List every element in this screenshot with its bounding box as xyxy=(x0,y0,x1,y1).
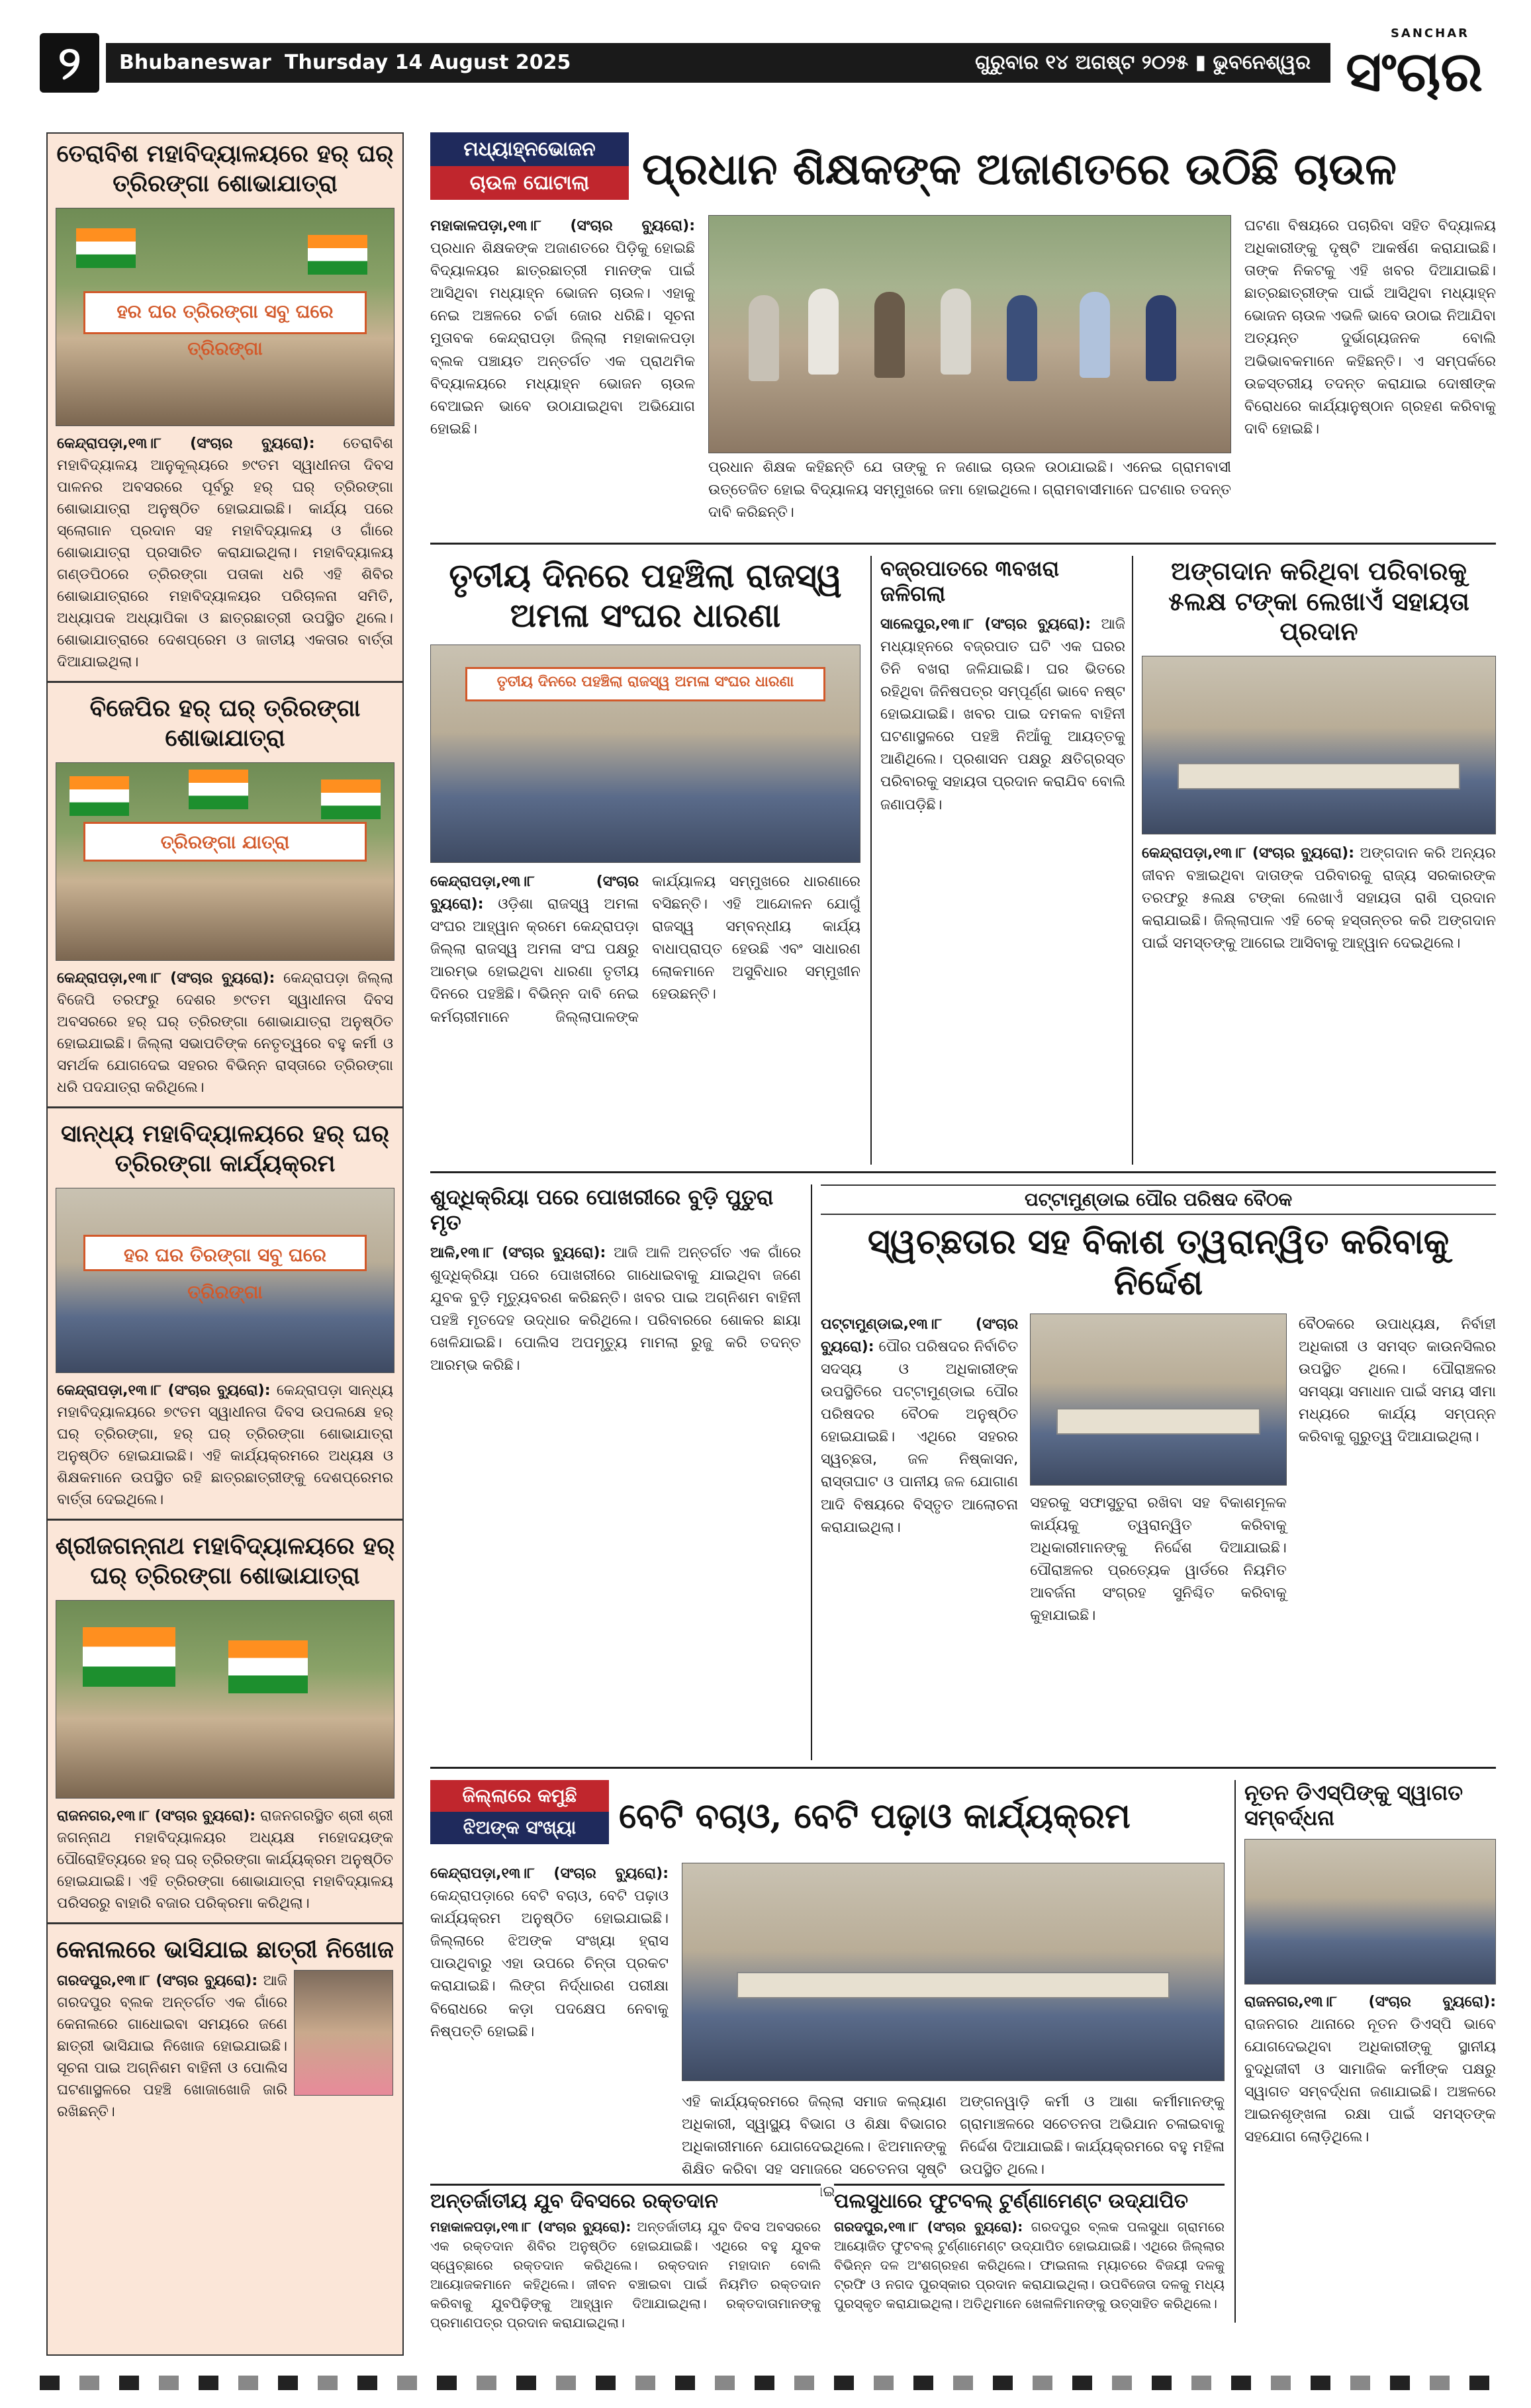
sidebar-story-4 xyxy=(48,1526,402,1917)
beti-kicker-line1: ଜିଲ୍ଲାରେ କମୁଛି xyxy=(430,1780,609,1812)
byline: କେନ୍ଦ୍ରାପଡ଼ା,୧୩।୮ (ସଂଚାର ବ୍ୟୁରୋ): xyxy=(430,873,639,913)
blood-story xyxy=(430,2184,821,2349)
sidebar-story-4-body xyxy=(48,1803,402,1917)
clean-headline: ସ୍ୱଚ୍ଛତାର ସହ ବିକାଶ ତ୍ୱରାନ୍ୱିତ କରିବାକୁ ନିର୍ଦ୍ଦେଶ xyxy=(867,1222,1450,1304)
lead-kicker-line2: ଚାଉଳ ଘୋଟାଲା xyxy=(430,166,629,200)
person-figure xyxy=(1080,292,1110,378)
story-text: ରକ୍ତଦାନ ମହାଦାନ ବୋଲି ଆୟୋଜକମାନେ କହିଥିଲେ। ଜୀବନ ବଞ୍ଚାଇବା ପାଇଁ ନିୟମିତ ରକ୍ତଦାନ କରିବାକୁ ଯୁବପିଢ଼ିଙ୍କୁ ଆହ୍ୱାନ ଦିଆଯାଇଥିଲା। ରକ୍ତଦାତାମାନଙ୍କୁ ପ୍ରମାଣପତ୍ର ପ୍ରଦାନ କରାଯାଇଥିଲା। xyxy=(430,2257,821,2331)
person-figure xyxy=(941,289,971,375)
byline: ମହାକାଳପଡ଼ା,୧୩।୮ (ସଂଚାର ବ୍ୟୁରୋ): xyxy=(430,2219,631,2235)
photo-banner: ତୃତୀୟ ଦିନରେ ପହଞ୍ଚିଲା ରାଜସ୍ୱ ଅମଳା ସଂଘର ଧାରଣା xyxy=(465,667,825,701)
beti-photo-image xyxy=(682,1863,1225,2081)
lead-col-3: ଘଟଣା ବିଷୟରେ ପଚାରିବା ସହିତ ବିଦ୍ୟାଳୟ ଅଧିକାରୀଙ୍କୁ ଦୃଷ୍ଟି ଆକର୍ଷଣ କରାଯାଇଛି। ତାଙ୍କ ନିକଟକୁ ଏହି ଖବର ଦିଆଯାଇଛି। ଛାତ୍ରଛାତ୍ରୀଙ୍କ ପାଇଁ ଆସିଥିବା ମଧ୍ୟାହ୍ନ ଭୋଜନ ଚାଉଳ ଏଭଳି ଭାବେ ଉଠାଇ ନିଆଯିବା ଅତ୍ୟନ୍ତ ଦୁର୍ଭାଗ୍ୟଜନକ ବୋଲି ଅଭିଭାବକମାନେ କହିଛନ୍ତି। ଏ ସମ୍ପର୍କରେ ଉଚ୍ଚସ୍ତରୀୟ ତଦନ୍ତ କରାଯାଇ ଦୋଷୀଙ୍କ ବିରୋଧରେ କାର୍ଯ୍ୟାନୁଷ୍ଠାନ ଗ୍ରହଣ କରିବାକୁ ଦାବି ହୋଇଛି। xyxy=(1244,218,1496,437)
lead-headline: ପ୍ରଧାନ ଶିକ୍ଷକଙ୍କ ଅଜାଣତରେ ଉଠିଛି ଚାଉଳ xyxy=(642,143,1397,195)
header-band xyxy=(106,43,1330,83)
lead-kicker-line1: ମଧ୍ୟାହ୍ନଭୋଜନ xyxy=(430,132,629,166)
person-figure xyxy=(808,289,839,375)
clean-col-2: ସହରକୁ ସଫାସୁତୁରା ରଖିବା ସହ ବିକାଶମୂଳକ କାର୍ଯ୍ୟକୁ ତ୍ୱରାନ୍ୱିତ କରିବାକୁ ଅଧିକାରୀମାନଙ୍କୁ ନିର୍ଦ୍ଦେଶ ଦିଆଯାଇଛି। ପୌରାଞ୍ଚଳର ପ୍ରତ୍ୟେକ ୱାର୍ଡରେ ନିୟମିତ ଆବର୍ଜନା ସଂଗ୍ରହ ସୁନିଶ୍ଚିତ କରିବାକୁ କୁହାଯାଇଛି। xyxy=(1030,1494,1287,1625)
sidebar xyxy=(46,132,404,2356)
sdpo-photo xyxy=(1244,1839,1496,1984)
clean-columns xyxy=(821,1314,1496,1628)
clean-middle xyxy=(1030,1314,1287,1628)
sidebar-story-4-photo xyxy=(56,1600,394,1799)
sidebar-story-1 xyxy=(48,134,402,676)
divider xyxy=(811,1184,812,1760)
story-text: କେନ୍ଦ୍ରାପଡ଼ା ସାନ୍ଧ୍ୟ ମହାବିଦ୍ୟାଳୟରେ ୭୯ତମ ସ୍ୱାଧୀନତା ଦିବସ ଉପଲକ୍ଷେ ହର୍ ଘର୍ ତ୍ରିରଙ୍ଗା, ହର୍ ଘର୍ ତ୍ରିରଙ୍ଗା ଶୋଭାଯାତ୍ରା ଅନୁଷ୍ଠିତ ହୋଇଯାଇଛି। ଏହି କାର୍ଯ୍ୟକ୍ରମରେ ଅଧ୍ୟକ୍ଷ ଓ ଶିକ୍ଷକମାନେ ଉପସ୍ଥିତ ରହି ଛାତ୍ରଛାତ୍ରୀଙ୍କୁ ଦେଶପ୍ରେମର ବାର୍ତ୍ତା ଦେଇଥିଲେ। xyxy=(57,1382,393,1508)
divider xyxy=(430,1767,1496,1769)
clean-story xyxy=(821,1184,1496,1760)
flag-icon xyxy=(308,235,367,275)
divider xyxy=(430,543,1496,545)
lead-col-1 xyxy=(430,215,695,533)
lead-photo-image xyxy=(708,215,1231,453)
sdpo-story xyxy=(1244,1780,1496,2323)
person-figure xyxy=(1146,295,1176,381)
sidebar-story-1-body xyxy=(48,430,402,676)
header-date: Thursday 14 August 2025 xyxy=(285,51,571,74)
photo-table xyxy=(737,1972,1170,1998)
story-text: କେନ୍ଦ୍ରାପଡ଼ାରେ ବେଟି ବଚାଓ, ବେଟି ପଢ଼ାଓ କାର୍ଯ୍ୟକ୍ରମ ଅନୁଷ୍ଠିତ ହୋଇଯାଇଛି। ଜିଲ୍ଲାରେ ଝିଅଙ୍କ ସଂଖ୍ୟା ହ୍ରାସ ପାଉଥିବାରୁ ଏହା ଉପରେ ଚିନ୍ତା ପ୍ରକଟ କରାଯାଇଛି। ଲିଙ୍ଗ ନିର୍ଦ୍ଧାରଣ ପରୀକ୍ଷା ବିରୋଧରେ କଡ଼ା ପଦକ୍ଷେପ ନେବାକୁ ନିଷ୍ପତ୍ତି ହୋଇଛି। xyxy=(430,1888,669,2040)
byline: କେନ୍ଦ୍ରାପଡ଼ା,୧୩।୮ (ସଂଚାର ବ୍ୟୁରୋ): xyxy=(430,1865,669,1882)
story-text: ତେରାବିଶ ମହାବିଦ୍ୟାଳୟ ଆନୁକୂଲ୍ୟରେ ୭୯ତମ ସ୍ୱାଧୀନତା ଦିବସ ପାଳନର ଅବସରରେ ପୂର୍ବରୁ ହର୍ ଘର୍ ତ୍ରିରଙ୍ଗା ଶୋଭାଯାତ୍ରା ଅନୁଷ୍ଠିତ ହୋଇଯାଇଛି। କାର୍ଯ୍ୟ ପରେ ସ୍ଲୋଗାନ ପ୍ରଦାନ ସହ ମହାବିଦ୍ୟାଳୟ ଓ ଗାଁରେ ଶୋଭାଯାତ୍ରା ପ୍ରସାରିତ କରାଯାଇଥିଲା। ମହାବିଦ୍ୟାଳୟ ଗଣ୍ଡପିଠରେ ତ୍ରିରଙ୍ଗା ପତାକା ଧରି ଏହି ଶିବିର ଶୋଭାଯାତ୍ରାରେ ମହାବିଦ୍ୟାଳୟର ପରିଚାଳନା ସମିତି, ଅଧ୍ୟାପକ ଅଧ୍ୟାପିକା ଓ ଛାତ୍ରଛାତ୍ରୀ ଉପସ୍ଥିତ ଥିଲେ। ଶୋଭାଯାତ୍ରାରେ ଦେଶପ୍ରେମ ଓ ଜାତୀୟ ଏକତାର ବାର୍ତ୍ତା ଦିଆଯାଇଥିଲା। xyxy=(57,435,393,670)
story-text: ଗରଦପୁର ବ୍ଲକ ପଲସୁଧା ଗ୍ରାମରେ ଆୟୋଜିତ ଫୁଟବଲ୍ ଟୁର୍ଣ୍ଣାମେଣ୍ଟ ଉଦ୍‌ଯାପିତ ହୋଇଯାଇଛି। ଏଥିରେ ଜିଲ୍ଲାର ବିଭିନ୍ନ ଦଳ ଅଂଶଗ୍ରହଣ କରିଥିଲେ। xyxy=(834,2219,1225,2273)
pond-headline: ଶୁଦ୍ଧିକ୍ରିୟା ପରେ ପୋଖରୀରେ ବୁଡ଼ି ପୁତୁରା ମୃତ xyxy=(430,1184,774,1235)
byline: ମହାକାଳପଡ଼ା,୧୩।୮ (ସଂଚାର ବ୍ୟୁରୋ): xyxy=(430,218,695,234)
flag-icon xyxy=(189,770,248,809)
lead-col-2: ପ୍ରଧାନ ଶିକ୍ଷକ କହିଛନ୍ତି ଯେ ତାଙ୍କୁ ନ ଜଣାଇ ଚାଉଳ ଉଠାଯାଇଛି। ଏନେଇ ଗ୍ରାମବାସୀ ଉତ୍ତେଜିତ ହୋଇ ବିଦ୍ୟାଳୟ ସମ୍ମୁଖରେ ଜମା ହୋଇଥିଲେ। ଗ୍ରାମବାସୀମାନେ ଘଟଣାର ତଦନ୍ତ ଦାବି କରିଛନ୍ତି। xyxy=(708,459,1231,521)
divider xyxy=(870,556,872,1165)
story-text: ଓଡ଼ିଶା ରାଜସ୍ୱ ଅମଳା ସଂଘର ଆହ୍ୱାନ କ୍ରମେ କେନ୍ଦ୍ରାପଡ଼ା ଜିଲ୍ଲା ରାଜସ୍ୱ ଅମଳା ସଂଘ ପକ୍ଷରୁ ଆରମ୍ଭ ହୋଇଥିବା ଧାରଣା ତୃତୀୟ ଦିନରେ ପହଞ୍ଚିଛି। ବିଭିନ୍ନ ଦାବି ନେଇ କର୍ମଚାରୀମାନେ ଜିଲ୍ଲାପାଳଙ୍କ କାର୍ଯ୍ୟାଳୟ ସମ୍ମୁଖରେ ଧାରଣାରେ ବସିଛନ୍ତି। ଏହି ଆନ୍ଦୋଳନ ଯୋଗୁଁ ରାଜସ୍ୱ ସମ୍ବନ୍ଧୀୟ କାର୍ଯ୍ୟ ବାଧାପ୍ରାପ୍ତ ହେଉଛି ଏବଂ ସାଧାରଣ ଲୋକମାନେ ଅସୁବିଧାର ସମ୍ମୁଖୀନ ହେଉଛନ୍ତି। xyxy=(430,873,860,1026)
blood-body xyxy=(430,2217,821,2333)
photo-table xyxy=(1178,763,1460,789)
clean-kicker: ପଟ୍ଟାମୁଣ୍ଡାଇ ପୌର ପରିଷଦ ବୈଠକ xyxy=(821,1184,1496,1215)
clean-col-1 xyxy=(821,1314,1018,1628)
lead-photo xyxy=(708,215,1231,453)
organ-headline: ଅଙ୍ଗଦାନ କରିଥିବା ପରିବାରକୁ ୫ଲକ୍ଷ ଟଙ୍କା ଲେଖାଏଁ ସହାୟତା ପ୍ରଦାନ xyxy=(1168,556,1469,647)
blood-headline: ଅନ୍ତର୍ଜାତୀୟ ଯୁବ ଦିବସରେ ରକ୍ତଦାନ xyxy=(430,2184,821,2213)
divider xyxy=(48,1519,402,1521)
divider xyxy=(430,1171,1496,1173)
header-odia-date: ଗୁରୁବାର ୧୪ ଅଗଷ୍ଟ ୨୦୨୫ ▮ ଭୁବନେଶ୍ୱର xyxy=(975,51,1311,74)
beti-col-2: ଏହି କାର୍ଯ୍ୟକ୍ରମରେ ଜିଲ୍ଲା ସମାଜ କଲ୍ୟାଣ ଅଧିକାରୀ, ସ୍ୱାସ୍ଥ୍ୟ ବିଭାଗ ଓ ଶିକ୍ଷା ବିଭାଗର ଅଧିକାରୀମାନେ ଯୋଗଦେଇଥିଲେ। ଝିଅମାନଙ୍କୁ ଶିକ୍ଷିତ କରିବା ସହ ସମାଜରେ ସଚେତନତା ସୃଷ୍ଟି ଦିଆଯାଇଥିଲା। xyxy=(682,2094,947,2201)
sidebar-story-2-body xyxy=(48,965,402,1101)
revenue-story xyxy=(430,556,860,1165)
divider xyxy=(48,1106,402,1108)
byline: ପଟ୍ଟାମୁଣ୍ଡାଇ,୧୩।୮ (ସଂଚାର ବ୍ୟୁରୋ): xyxy=(821,1315,1019,1355)
revenue-body xyxy=(430,871,860,1029)
byline: କେନ୍ଦ୍ରାପଡ଼ା,୧୩।୮ (ସଂଚାର ବ୍ୟୁରୋ): xyxy=(1142,844,1355,862)
beti-headline: ବେଟି ବଚାଓ, ବେଟି ପଢ଼ାଓ କାର୍ଯ୍ୟକ୍ରମ xyxy=(619,1796,1131,1836)
person-figure xyxy=(749,295,779,381)
byline: ରାଜନଗର,୧୩।୮ (ସଂଚାର ବ୍ୟୁରୋ): xyxy=(1244,1993,1496,2010)
pond-body xyxy=(430,1242,801,1378)
photo-banner: ହର ଘର ତିରଙ୍ଗା ସବୁ ଘରେ ତ୍ରିରଙ୍ଗା xyxy=(83,1235,367,1272)
story-text: ଆଜି ଗରଦପୁର ବ୍ଲକ ଅନ୍ତର୍ଗତ ଏକ ଗାଁରେ କେନାଲରେ ଗାଧୋଇବା ସମୟରେ ଜଣେ ଛାତ୍ରୀ ଭାସିଯାଇ ନିଖୋଜ ହୋଇଯାଇଛି। ସୂଚନା ପାଇ ଅଗ୍ନିଶମ ବାହିନୀ ଓ ପୋଲିସ ଘଟଣାସ୍ଥଳରେ ପହଞ୍ଚି ଖୋଜାଖୋଜି ଜାରି ରଖିଛନ୍ତି। xyxy=(57,1973,288,2120)
header-city: Bhubaneswar xyxy=(119,51,271,74)
sidebar-story-2-title: ବିଜେପିର ହର୍ ଘର୍ ତ୍ରିରଙ୍ଗା ଶୋଭାଯାତ୍ରା xyxy=(89,694,361,752)
sidebar-story-3-photo xyxy=(56,1188,394,1373)
flag-icon xyxy=(228,1640,308,1693)
flag-icon xyxy=(76,228,136,268)
sidebar-story-5-row xyxy=(48,1970,402,2123)
person-figure xyxy=(1007,295,1037,381)
byline: କେନ୍ଦ୍ରାପଡ଼ା,୧୩।୮ (ସଂଚାର ବ୍ୟୁରୋ): xyxy=(57,1382,271,1399)
revenue-headline: ତୃତୀୟ ଦିନରେ ପହଞ୍ଚିଲା ରାଜସ୍ୱ ଅମଳା ସଂଘର ଧାରଣା xyxy=(449,556,842,635)
photo-banner: ତ୍ରିରଙ୍ଗା ଯାତ୍ରା xyxy=(83,822,367,862)
flag-icon xyxy=(83,1627,175,1687)
sidebar-story-1-photo xyxy=(56,208,394,426)
photo-banner: ହର ଘର ତ୍ରିରଙ୍ଗା ସବୁ ଘରେ ତ୍ରିରଙ୍ଗା xyxy=(83,291,367,335)
sdpo-headline: ନୂତନ ଡିଏସ୍‌ପିଙ୍କୁ ସ୍ୱାଗତ ସମ୍ବର୍ଦ୍ଧନା xyxy=(1244,1780,1463,1831)
byline: ରାଜନଗର,୧୩।୮ (ସଂଚାର ବ୍ୟୁରୋ): xyxy=(57,1808,256,1824)
story-text: ଅଙ୍ଗଦାନ କରି ଅନ୍ୟର ଜୀବନ ବଞ୍ଚାଇଥିବା ଦାତାଙ୍କ ପରିବାରକୁ ରାଜ୍ୟ ସରକାରଙ୍କ ତରଫରୁ ୫ଲକ୍ଷ ଟଙ୍କା ଲେଖାଏଁ ସହାୟତା ରାଶି ପ୍ରଦାନ କରାଯାଇଛି। ଜିଲ୍ଲାପାଳ ଏହି ଚେକ୍ ହସ୍ତାନ୍ତର କରି ଅଙ୍ଗଦାନ ପାଇଁ ସମସ୍ତଙ୍କୁ ଆଗେଇ ଆସିବାକୁ ଆହ୍ୱାନ ଦେଇଥିଲେ। xyxy=(1142,844,1496,952)
organ-body xyxy=(1142,842,1496,955)
sidebar-story-3-title: ସାନ୍ଧ୍ୟ ମହାବିଦ୍ୟାଳୟରେ ହର୍ ଘର୍ ତ୍ରିରଙ୍ଗା କାର୍ଯ୍ୟକ୍ରମ xyxy=(61,1120,389,1177)
person-figure xyxy=(874,292,905,378)
story-text: କେନ୍ଦ୍ରାପଡ଼ା ଜିଲ୍ଲା ବିଜେପି ତରଫରୁ ଦେଶର ୭୯ତମ ସ୍ୱାଧୀନତା ଦିବସ ଅବସରରେ ହର୍ ଘର୍ ତ୍ରିରଙ୍ଗା ଶୋଭାଯାତ୍ରା ଅନୁଷ୍ଠିତ ହୋଇଯାଇଛି। ଜିଲ୍ଲା ସଭାପତିଙ୍କ ନେତୃତ୍ୱରେ ବହୁ କର୍ମୀ ଓ ସମର୍ଥକ ଯୋଗଦେଇ ସହରର ବିଭିନ୍ନ ରାସ୍ତାରେ ତ୍ରିରଙ୍ଗା ଧରି ପଦଯାତ୍ରା କରିଥିଲେ। xyxy=(57,970,393,1096)
story-text: ଫାଇନାଲ ମ୍ୟାଚରେ ବିଜୟୀ ଦଳକୁ ଟ୍ରଫି ଓ ନଗଦ ପୁରସ୍କାର ପ୍ରଦାନ କରାଯାଇଥିଲା। ଉପବିଜେତା ଦଳକୁ ମଧ୍ୟ ପୁରସ୍କୃତ କରାଯାଇଥିଲା। ଅତିଥିମାନେ ଖେଳାଳିମାନଙ୍କୁ ଉତ୍ସାହିତ କରିଥିଲେ। xyxy=(834,2257,1225,2311)
divider xyxy=(1234,1780,1236,2323)
sdpo-body xyxy=(1244,1991,1496,2149)
story-text: ଅନ୍ତର୍ଜାତୀୟ ଯୁବ ଦିବସ ଅବସରରେ ଏକ ରକ୍ତଦାନ ଶିବିର ଅନୁଷ୍ଠିତ ହୋଇଯାଇଛି। ଏଥିରେ ବହୁ ଯୁବକ ସ୍ୱେଚ୍ଛାରେ ରକ୍ତଦାନ କରିଥିଲେ। xyxy=(430,2219,821,2273)
story-text: ଆଜି ମଧ୍ୟାହ୍ନରେ ବଜ୍ରପାତ ଘଟି ଏକ ଘରର ତିନି ବଖରା ଜଳିଯାଇଛି। ଘର ଭିତରେ ରହିଥିବା ଜିନିଷପତ୍ର ସମ୍ପୂର୍ଣ୍ଣ ଭାବେ ନଷ୍ଟ ହୋଇଯାଇଛି। ଖବର ପାଇ ଦମକଳ ବାହିନୀ ଘଟଣାସ୍ଥଳରେ ପହଞ୍ଚି ନିଆଁକୁ ଆୟତ୍ତକୁ ଆଣିଥିଲେ। ପ୍ରଶାସନ ପକ୍ଷରୁ କ୍ଷତିଗ୍ରସ୍ତ ପରିବାରକୁ ସହାୟତା ପ୍ରଦାନ କରାଯିବ ବୋଲି ଜଣାପଡ଼ିଛି। xyxy=(880,615,1125,813)
sidebar-story-2 xyxy=(48,688,402,1101)
story-text: ଆଜି ଆଳି ଅନ୍ତର୍ଗତ ଏକ ଗାଁରେ ଶୁଦ୍ଧିକ୍ରିୟା ପରେ ପୋଖରୀରେ ଗାଧୋଇବାକୁ ଯାଇଥିବା ଜଣେ ଯୁବକ ବୁଡ଼ି ମୃତ୍ୟୁବରଣ କରିଛନ୍ତି। ଖବର ପାଇ ଅଗ୍ନିଶମ ବାହିନୀ ପହଞ୍ଚି ମୃତଦେହ ଉଦ୍ଧାର କରିଥିଲେ। ପରିବାରରେ ଶୋକର ଛାୟା ଖେଳିଯାଇଛି। ପୋଲିସ ଅପମୃତ୍ୟୁ ମାମଲା ରୁଜୁ କରି ତଦନ୍ତ ଆରମ୍ଭ କରିଛି। xyxy=(430,1244,801,1374)
divider xyxy=(48,1922,402,1924)
sidebar-story-5-title: କେନାଲରେ ଭାସିଯାଇ ଛାତ୍ରୀ ନିଖୋଜ xyxy=(56,1936,394,1963)
sidebar-story-1-title: ତେରାବିଶ ମହାବିଦ୍ୟାଳୟରେ ହର୍ ଘର୍ ତ୍ରିରଙ୍ଗା ଶୋଭାଯାତ୍ରା xyxy=(56,140,394,197)
clean-col-3: ବୈଠକରେ ଉପାଧ୍ୟକ୍ଷ, ନିର୍ବାହୀ ଅଧିକାରୀ ଓ ସମସ୍ତ କାଉନସିଲର ଉପସ୍ଥିତ ଥିଲେ। ପୌରାଞ୍ଚଳର ସମସ୍ୟା ସମାଧାନ ପାଇଁ ସମୟ ସୀମା ମଧ୍ୟରେ କାର୍ଯ୍ୟ ସମ୍ପନ୍ନ କରିବାକୁ ଗୁରୁତ୍ୱ ଦିଆଯାଇଥିଲା। xyxy=(1298,1315,1496,1446)
sidebar-story-4-title: ଶ୍ରୀଜଗନ୍ନାଥ ମହାବିଦ୍ୟାଳୟରେ ହର୍ ଘର୍ ତ୍ରିରଙ୍ଗା ଶୋଭାଯାତ୍ରା xyxy=(55,1532,395,1589)
football-story xyxy=(834,2184,1225,2349)
football-headline: ପଲସୁଧାରେ ଫୁଟବଲ୍ ଟୁର୍ଣ୍ଣାମେଣ୍ଟ ଉଦ୍‌ଯାପିତ xyxy=(834,2184,1225,2213)
football-body xyxy=(834,2217,1225,2313)
sidebar-story-5-body xyxy=(57,1970,287,2123)
beti-col-3: ଅଙ୍ଗନୱାଡ଼ି କର୍ମୀ ଓ ଆଶା କର୍ମୀମାନଙ୍କୁ ଗ୍ରାମାଞ୍ଚଳରେ ସଚେତନତା ଅଭିଯାନ ଚଳାଇବାକୁ ନିର୍ଦ୍ଦେଶ ଦିଆଯାଇଛି। କାର୍ଯ୍ୟକ୍ରମରେ ବହୁ ମହିଳା ଉପସ୍ଥିତ ଥିଲେ। xyxy=(960,2094,1225,2178)
print-registration-strip xyxy=(40,2376,1496,2390)
lead-kicker xyxy=(430,132,629,205)
clean-photo xyxy=(1030,1314,1287,1486)
organ-story xyxy=(1142,556,1496,1165)
flag-icon xyxy=(321,780,381,819)
sidebar-story-2-photo xyxy=(56,762,394,961)
byline: ସାଲେପୁର,୧୩।୮ (ସଂଚାର ବ୍ୟୁରୋ): xyxy=(880,615,1091,633)
lightning-headline: ବଜ୍ରପାତରେ ୩ବଖରା ଜଳିଗଲା xyxy=(880,556,1060,607)
logo-english: SANCHAR xyxy=(1390,26,1469,40)
missing-student-photo xyxy=(294,1970,393,2096)
page-number: ୨ xyxy=(40,33,99,93)
logo-odia: ସଂଚାର xyxy=(1346,38,1483,104)
story-text: ରାଜନଗର ଥାନାରେ ନୂତନ ଡିଏସ୍‌ପି ଭାବେ ଯୋଗଦେଇଥିବା ଅଧିକାରୀଙ୍କୁ ସ୍ଥାନୀୟ ବୁଦ୍ଧିଜୀବୀ ଓ ସାମାଜିକ କର୍ମୀଙ୍କ ପକ୍ଷରୁ ସ୍ୱାଗତ ସମ୍ବର୍ଦ୍ଧନା ଜଣାଯାଇଛି। ଅଞ୍ଚଳରେ ଆଇନଶୃଙ୍ଖଳା ରକ୍ଷା ପାଇଁ ସମସ୍ତଙ୍କ ସହଯୋଗ ଲୋଡ଼ିଥିଲେ। xyxy=(1244,2016,1496,2146)
sidebar-story-3 xyxy=(48,1114,402,1513)
newspaper-logo xyxy=(1344,26,1496,112)
byline: ଗରଦପୁର,୧୩।୮ (ସଂଚାର ବ୍ୟୁରୋ): xyxy=(57,1973,258,1989)
byline: ଗରଦପୁର,୧୩।୮ (ସଂଚାର ବ୍ୟୁରୋ): xyxy=(834,2219,1023,2235)
beti-kicker-line2: ଝିଅଙ୍କ ସଂଖ୍ୟା xyxy=(430,1812,609,1844)
story-text: ପ୍ରଧାନ ଶିକ୍ଷକଙ୍କ ଅଜାଣତରେ ପିଡ଼ିକୁ ହୋଇଛି ବିଦ୍ୟାଳୟର ଛାତ୍ରଛାତ୍ରୀ ମାନଙ୍କ ପାଇଁ ଆସିଥିବା ମଧ୍ୟାହ୍ନ ଭୋଜନ ଚାଉଳ। ଏହାକୁ ନେଇ ଅଞ୍ଚଳରେ ଚର୍ଚ୍ଚା ଜୋର ଧରିଛି। ସୂଚନା ମୁତାବକ କେନ୍ଦ୍ରାପଡ଼ା ଜିଲ୍ଲା ମହାକାଳପଡ଼ା ବ୍ଲକ ପଞ୍ଚାୟତ ଅନ୍ତର୍ଗତ ଏକ ପ୍ରାଥମିକ ବିଦ୍ୟାଳୟରେ ମଧ୍ୟାହ୍ନ ଭୋଜନ ଚାଉଳ ବେଆଇନ ଭାବେ ଉଠାଯାଇଥିବା ଅଭିଯୋଗ ହୋଇଛି। xyxy=(430,240,695,437)
story-text: ପୌର ପରିଷଦର ନିର୍ବାଚିତ ସଦସ୍ୟ ଓ ଅଧିକାରୀଙ୍କ ଉପସ୍ଥିତିରେ ପଟ୍ଟାମୁଣ୍ଡାଇ ପୌର ପରିଷଦର ବୈଠକ ଅନୁଷ୍ଠିତ ହୋଇଯାଇଛି। ଏଥିରେ ସହରର ସ୍ୱଚ୍ଛତା, ଜଳ ନିଷ୍କାସନ, ରାସ୍ତାଘାଟ ଓ ପାନୀୟ ଜଳ ଯୋଗାଣ ଆଦି ବିଷୟରେ ବିସ୍ତୃତ ଆଲୋଚନା କରାଯାଇଥିଲା। xyxy=(821,1338,1019,1536)
divider xyxy=(48,681,402,683)
story-text: ରାଜନଗରସ୍ଥିତ ଶ୍ରୀ ଶ୍ରୀ ଜଗନ୍ନାଥ ମହାବିଦ୍ୟାଳୟର ଅଧ୍ୟକ୍ଷ ମହୋଦୟଙ୍କ ପୌରୋହିତ୍ୟରେ ହର୍ ଘର୍ ତ୍ରିରଙ୍ଗା କାର୍ଯ୍ୟକ୍ରମ ଅନୁଷ୍ଠିତ ହୋଇଯାଇଛି। ଏହି ତ୍ରିରଙ୍ଗା ଶୋଭାଯାତ୍ରା ମହାବିଦ୍ୟାଳୟ ପରିସରରୁ ବାହାରି ବଜାର ପରିକ୍ରମା କରିଥିଲା। xyxy=(57,1808,393,1912)
divider xyxy=(1132,556,1133,1165)
lightning-story xyxy=(880,556,1125,1165)
lead-story xyxy=(430,132,1496,536)
sidebar-story-3-body xyxy=(48,1377,402,1513)
photo-table xyxy=(1056,1408,1261,1435)
byline: କେନ୍ଦ୍ରାପଡ଼ା,୧୩।୮ (ସଂଚାର ବ୍ୟୁରୋ): xyxy=(57,970,275,987)
masthead xyxy=(40,26,1496,126)
flag-icon xyxy=(70,776,129,816)
beti-kicker xyxy=(430,1780,609,1853)
revenue-photo xyxy=(430,645,860,863)
byline: କେନ୍ଦ୍ରାପଡ଼ା,୧୩।୮ (ସଂଚାର ବ୍ୟୁରୋ): xyxy=(57,435,315,452)
sidebar-story-5 xyxy=(48,1930,402,2123)
byline: ଆଳି,୧୩।୮ (ସଂଚାର ବ୍ୟୁରୋ): xyxy=(430,1244,606,1261)
beti-photo xyxy=(682,1863,1225,2081)
pond-story xyxy=(430,1184,801,1760)
organ-photo xyxy=(1142,656,1496,834)
lightning-body xyxy=(880,613,1125,817)
